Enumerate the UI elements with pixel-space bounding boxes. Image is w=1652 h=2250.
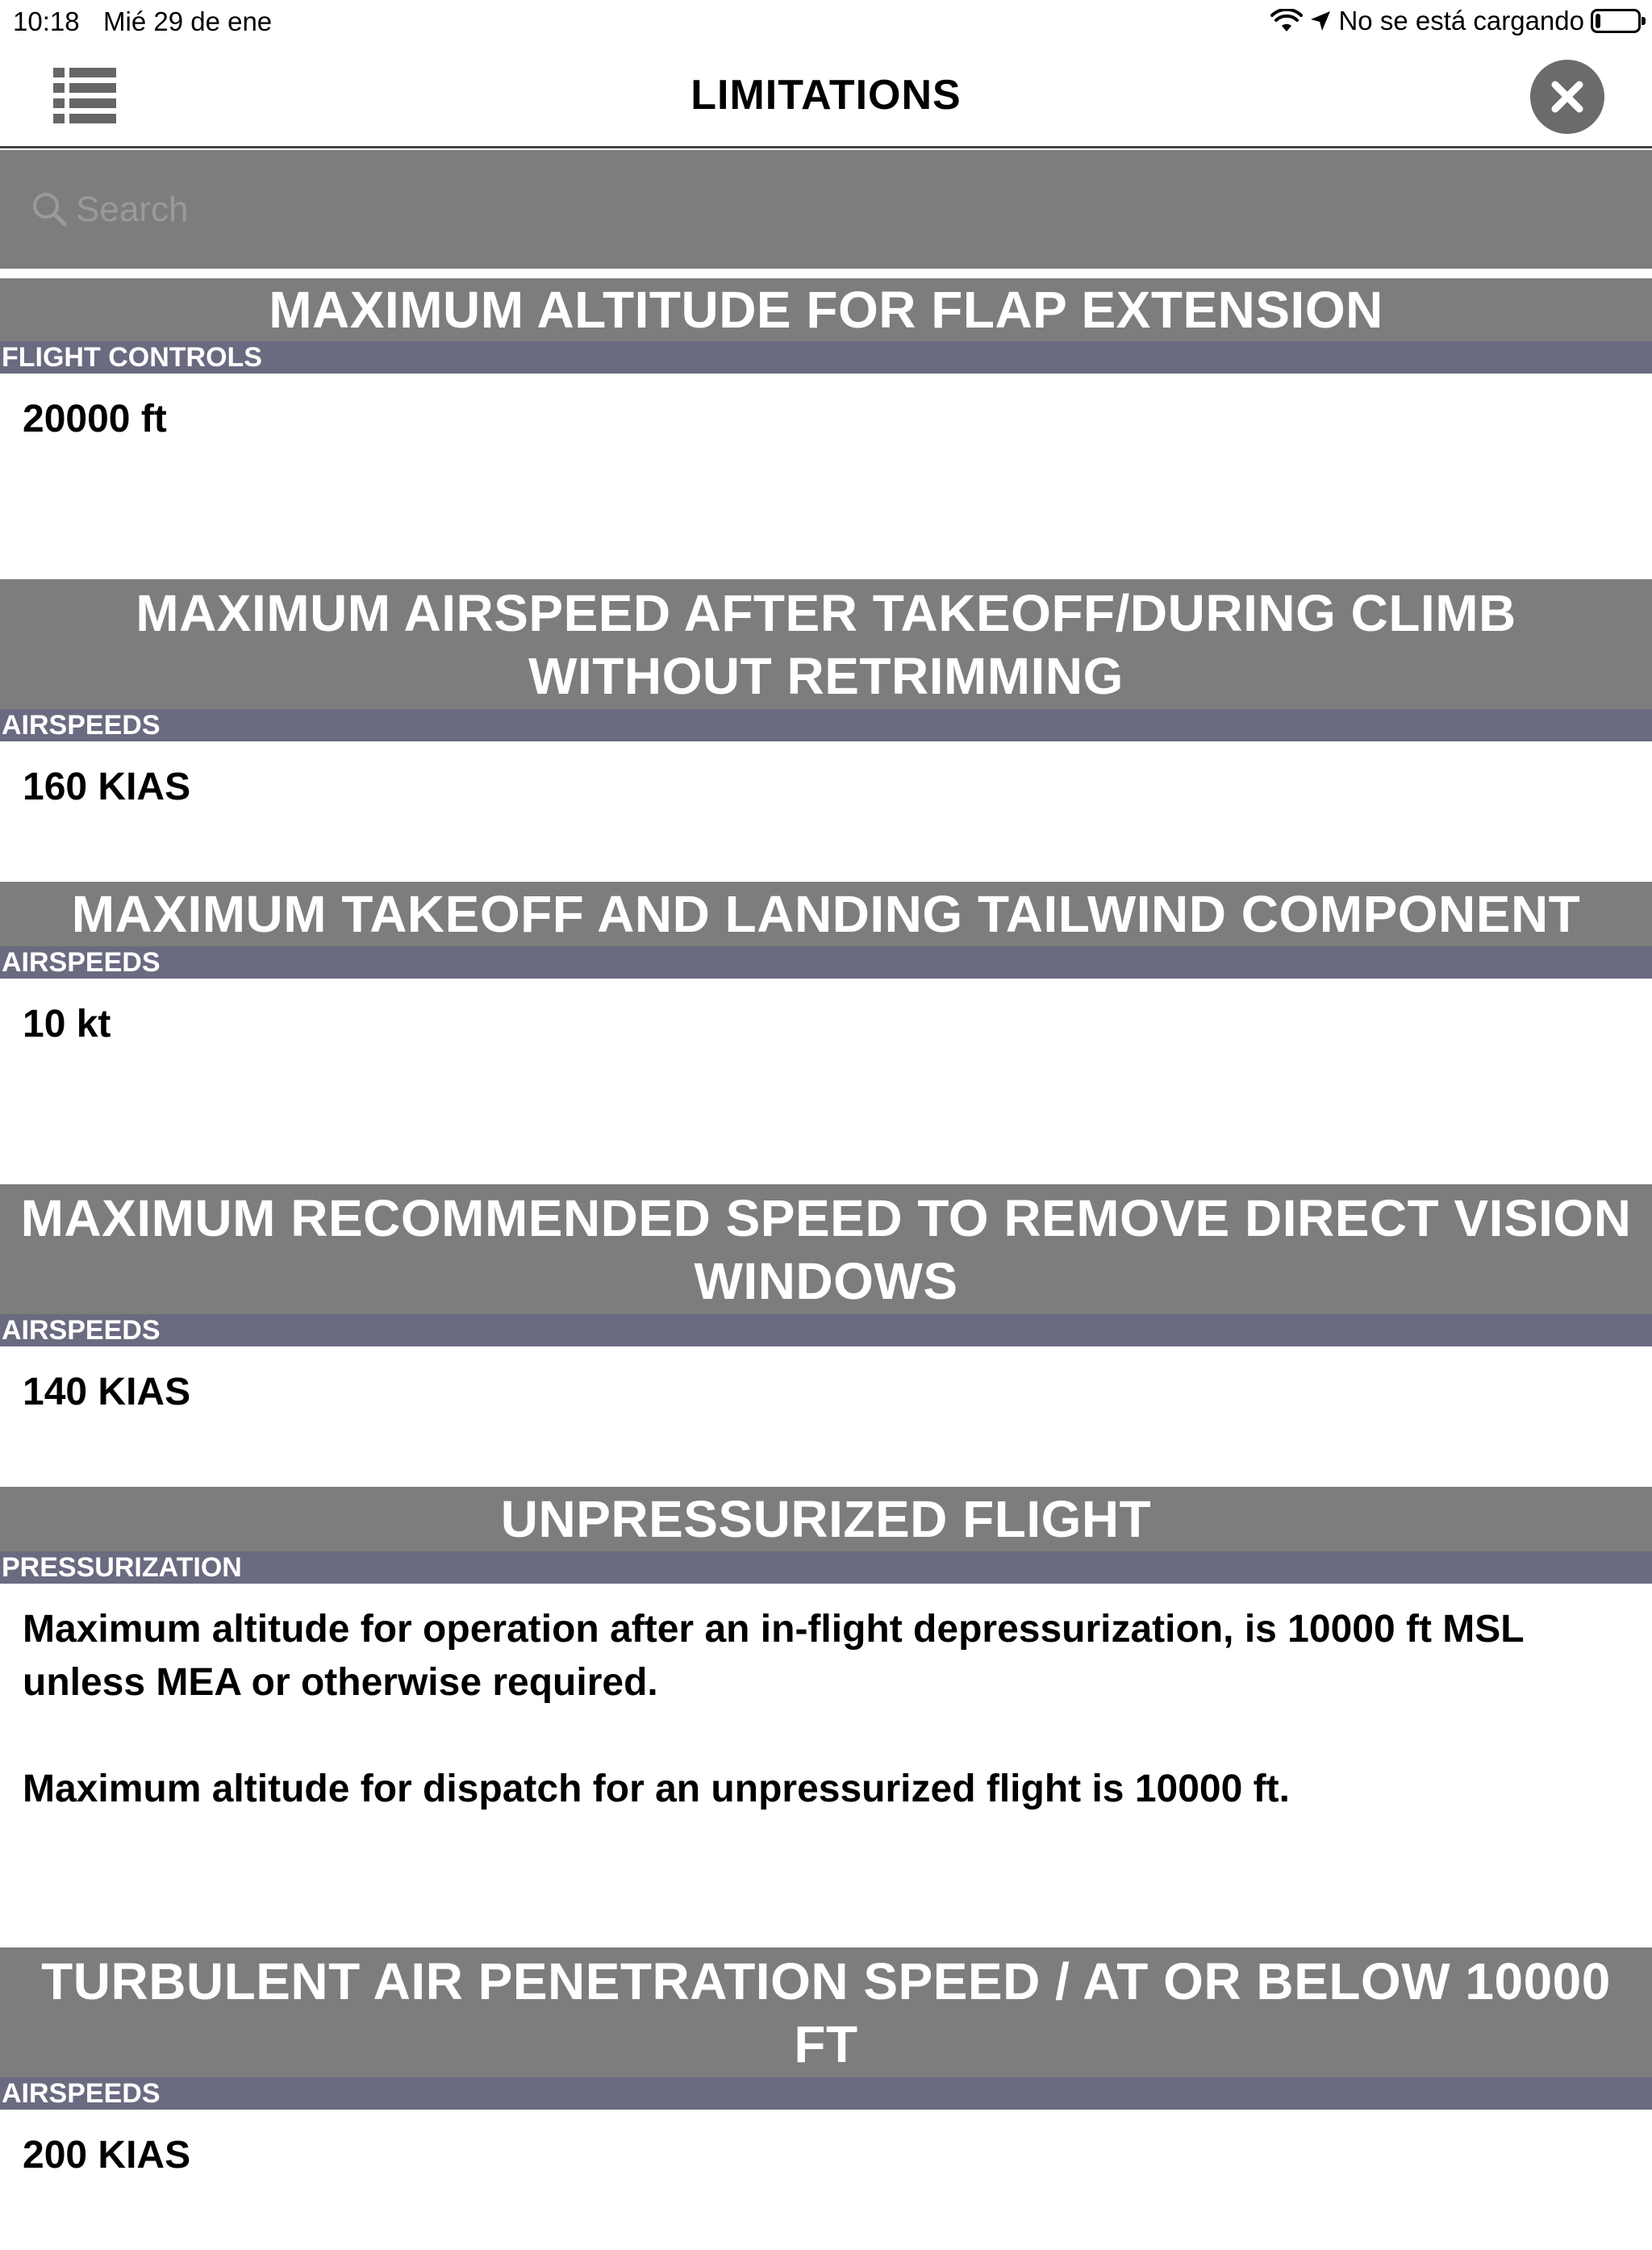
limitation-category: PRESSURIZATION xyxy=(0,1551,1652,1584)
limitation-item[interactable] xyxy=(0,1487,1652,1947)
limitation-category: AIRSPEEDS xyxy=(0,709,1652,741)
limitation-value: 200 KIAS xyxy=(0,2110,1652,2250)
limitation-item[interactable] xyxy=(0,882,1652,1184)
status-indicators xyxy=(1270,5,1641,37)
location-arrow-icon xyxy=(1309,10,1332,32)
limitation-category: FLIGHT CONTROLS xyxy=(0,341,1652,374)
status-bar xyxy=(0,0,1652,42)
limitation-item[interactable] xyxy=(0,579,1652,882)
charging-status: No se está cargando xyxy=(1338,6,1584,35)
limitation-title: MAXIMUM AIRSPEED AFTER TAKEOFF/DURING CLIMB WITHOUT RETRIMMING xyxy=(0,579,1652,709)
limitation-value: 160 KIAS xyxy=(0,741,1652,882)
limitation-category: AIRSPEEDS xyxy=(0,1314,1652,1346)
nav-bar xyxy=(0,42,1652,148)
search-bar xyxy=(0,150,1652,269)
close-button[interactable] xyxy=(1530,60,1604,134)
limitation-title: TURBULENT AIR PENETRATION SPEED / AT OR BELOW 10000 FT xyxy=(0,1947,1652,2077)
page-title: LIMITATIONS xyxy=(690,72,962,119)
limitation-item[interactable] xyxy=(0,1184,1652,1487)
limitation-title: MAXIMUM ALTITUDE FOR FLAP EXTENSION xyxy=(0,278,1652,341)
limitation-value: 140 KIAS xyxy=(0,1346,1652,1487)
battery-icon xyxy=(1591,9,1641,33)
limitation-value: 20000 ft xyxy=(0,374,1652,579)
limitation-title: MAXIMUM TAKEOFF AND LANDING TAILWIND COMPONENT xyxy=(0,882,1652,946)
close-icon xyxy=(1530,60,1604,134)
limitations-list xyxy=(0,278,1652,2250)
limitation-category: AIRSPEEDS xyxy=(0,946,1652,979)
limitation-title: MAXIMUM RECOMMENDED SPEED TO REMOVE DIRECT VISION WINDOWS xyxy=(0,1184,1652,1314)
limitation-value: 10 kt xyxy=(0,979,1652,1184)
search-input[interactable] xyxy=(74,182,1610,237)
limitation-item[interactable] xyxy=(0,1947,1652,2250)
status-date: Mié 29 de ene xyxy=(103,6,273,36)
limitation-category: AIRSPEEDS xyxy=(0,2077,1652,2110)
limitation-item[interactable] xyxy=(0,278,1652,579)
search-icon xyxy=(31,190,68,228)
limitation-value: Maximum altitude for operation after an in-flight depressurization, is 10000 ft MSL unless MEA or otherwise required. Maximum altitude for dispatch for an unpressurized flight is 10000 ft. xyxy=(0,1584,1652,1947)
limitation-title: UNPRESSURIZED FLIGHT xyxy=(0,1487,1652,1551)
wifi-icon xyxy=(1270,9,1303,33)
status-time: 10:18 xyxy=(13,6,80,36)
